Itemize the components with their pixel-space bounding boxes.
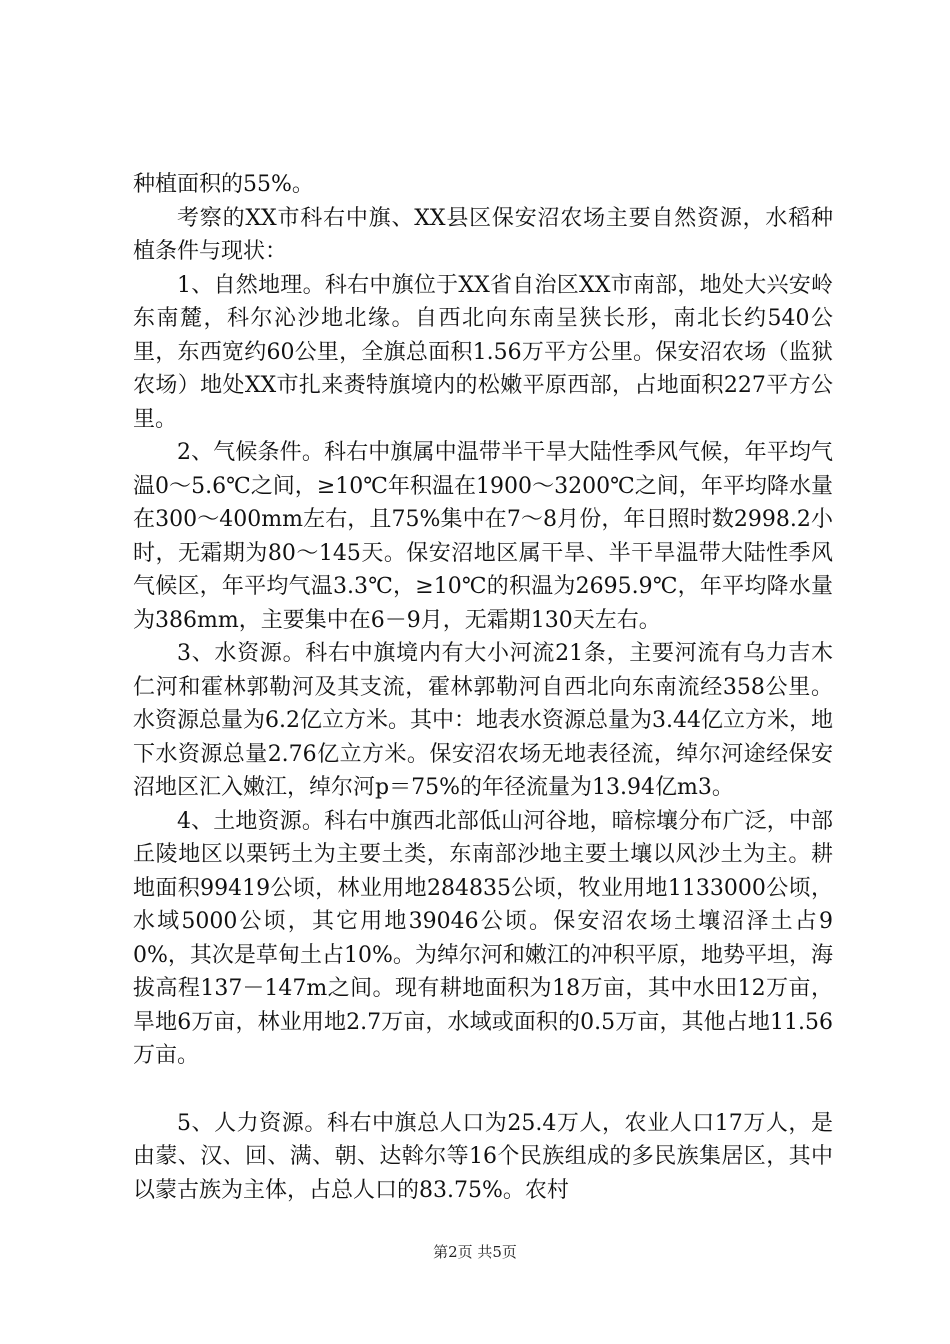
- paragraph-natural-geography: 1、自然地理。科右中旗位于XX省自治区XX市南部，地处大兴安岭东南麓，科尔沁沙地北缘。自西北向东南呈狭长形，南北长约540公里，东西宽约60公里，全旗总面积1.56万平方公里。保安沼农场（监狱农场）地处XX市扎来赉特旗境内的松嫩平原西部，占地面积227平方公里。: [133, 272, 833, 432]
- page-footer: 第2页 共5页: [433, 1243, 517, 1261]
- paragraph-climate: 2、气候条件。科右中旗属中温带半干旱大陆性季风气候，年平均气温0～5.6℃之间，≥10℃年积温在1900～3200℃之间，年平均降水量在300～400mm左右，且75%集中在7～8月份，年日照时数2998.2小时，无霜期为80～145天。保安沼地区属干旱、半干旱温带大陆性季风气候区，年平均气温3.3℃，≥10℃的积温为2695.9℃，年平均降水量为386mm，主要集中在6－9月，无霜期130天左右。: [133, 440, 833, 633]
- paragraph-continuation: 种植面积的55%。: [133, 172, 314, 197]
- paragraph-survey-intro: 考察的XX市科右中旗、XX县区保安沼农场主要自然资源，水稻种植条件与现状：: [133, 205, 833, 264]
- paragraph-human-resources: 5、人力资源。科右中旗总人口为25.4万人，农业人口17万人，是由蒙、汉、回、满、朝、达斡尔等16个民族组成的多民族集居区，其中以蒙古族为主体，占总人口的83.75%。农村: [133, 1110, 833, 1203]
- paragraph-water-resources: 3、水资源。科右中旗境内有大小河流21条，主要河流有乌力吉木仁河和霍林郭勒河及其支流，霍林郭勒河自西北向东南流经358公里。水资源总量为6.2亿立方米。其中：地表水资源总量为3.44亿立方米，地下水资源总量2.76亿立方米。保安沼农场无地表径流，绰尔河途经保安沼地区汇入嫩江，绰尔河p＝75%的年径流量为13.94亿m3。: [133, 641, 833, 800]
- paragraph-land-resources: 4、土地资源。科右中旗西北部低山河谷地，暗棕壤分布广泛，中部丘陵地区以栗钙土为主要土类，东南部沙地主要土壤以风沙土为主。耕地面积99419公顷，林业用地284835公顷，牧业用地1133000公顷，水域5000公顷，其它用地39046公顷。保安沼农场土壤沼泽土占90%，其次是草甸土占10%。为绰尔河和嫩江的冲积平原，地势平坦，海拔高程137－147m之间。现有耕地面积为18万亩，其中水田12万亩，旱地6万亩，林业用地2.7万亩，水域或面积的0.5万亩，其他占地11.56万亩。: [133, 808, 833, 1068]
- document-body: [133, 168, 833, 1207]
